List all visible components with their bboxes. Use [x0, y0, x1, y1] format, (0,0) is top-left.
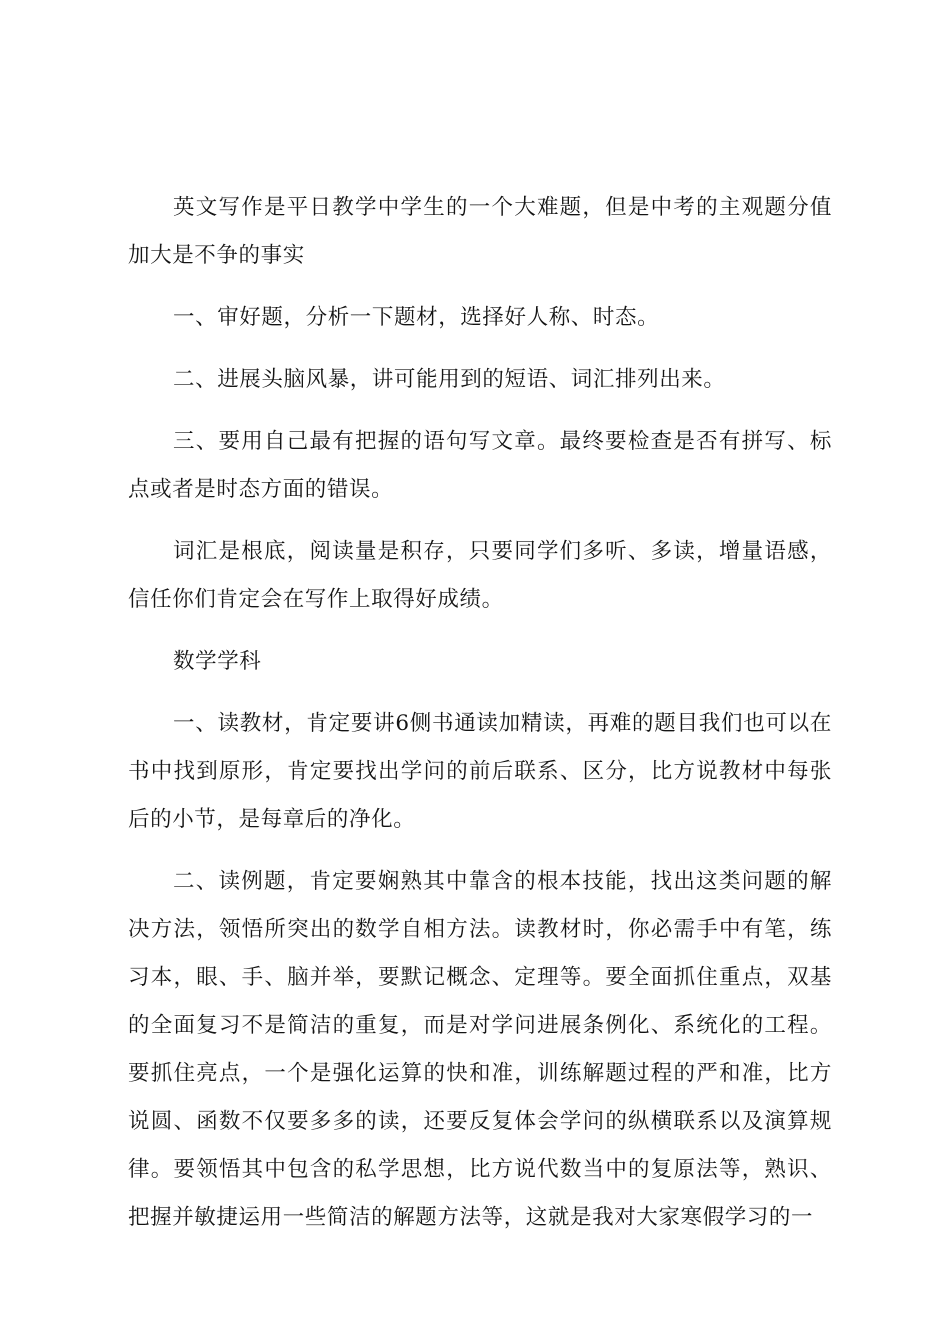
paragraph-math-read-examples: 二、读例题，肯定要娴熟其中靠含的根本技能，找出这类问题的解决方法，领悟所突出的数学自相方法。读教材时，你必需手中有笔，练习本，眼、手、脑并举，要默记概念、定理等。要全面抓住重点，双基的全面复习不是简洁的重复，而是对学问进展条例化、系统化的工程。要抓住亮点，一个是强化运算的快和准，训练解题过程的严和准，比方说圆、函数不仅要多多的读，还要反复体会学问的纵横联系以及演算规律。要领悟其中包含的私学思想，比方说代数当中的复原法等，熟识、把握并敏捷运用一些简洁的解题方法等，这就是我对大家寒假学习的一 [128, 869, 832, 1230]
paragraph-step-one: 一、审好题，分析一下题材，选择好人称、时态。 [173, 305, 660, 330]
paragraph-step-two: 二、进展头脑风暴，讲可能用到的短语、词汇排列出来。 [173, 367, 726, 392]
paragraph-english-writing-intro: 英文写作是平日教学中学生的一个大难题，但是中考的主观题分值加大是不争的事实 [128, 195, 832, 268]
section-heading-math: 数学学科 [173, 649, 262, 674]
paragraph-vocabulary: 词汇是根底，阅读量是积存，只要同学们多听、多读，增量语感，信任你们肯定会在写作上取得好成绩。 [128, 539, 832, 612]
paragraph-step-three: 三、要用自己最有把握的语句写文章。最终要检查是否有拼写、标点或者是时态方面的错误。 [128, 429, 832, 502]
paragraph-math-read-textbook: 一、读教材，肯定要讲6侧书通读加精读，再难的题目我们也可以在书中找到原形，肯定要找出学问的前后联系、区分，比方说教材中每张后的小节，是每章后的净化。 [128, 711, 832, 832]
document-body [128, 184, 832, 1256]
